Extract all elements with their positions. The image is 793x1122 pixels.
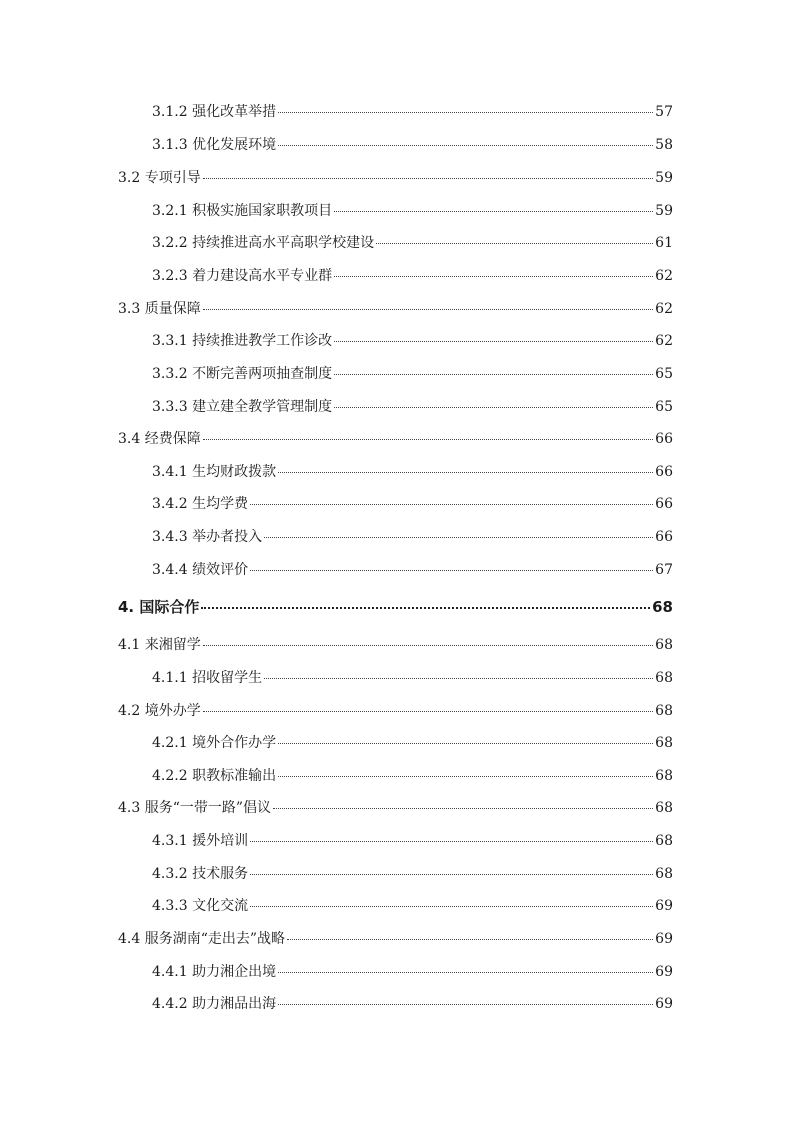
dot-leader bbox=[334, 276, 653, 277]
dot-leader bbox=[201, 607, 650, 609]
dot-leader bbox=[334, 341, 653, 342]
toc-entry-title: 4.3.1 援外培训 bbox=[152, 833, 249, 849]
toc-entry-page: 66 bbox=[655, 464, 673, 480]
toc-entry-title: 4.2.1 境外合作办学 bbox=[152, 735, 277, 751]
toc-entry-title: 3.2 专项引导 bbox=[118, 170, 201, 186]
dot-leader bbox=[334, 407, 653, 408]
toc-entry-page: 68 bbox=[655, 833, 673, 849]
toc-entry-title: 3.2.3 着力建设高水平专业群 bbox=[152, 268, 333, 284]
dot-leader bbox=[278, 972, 653, 973]
toc-entry[interactable] bbox=[152, 233, 673, 253]
toc-entry-page: 59 bbox=[655, 203, 673, 219]
toc-entry-title: 4.2 境外办学 bbox=[118, 703, 201, 719]
toc-entry-title: 3.4.1 生均财政拨款 bbox=[152, 464, 277, 480]
toc-entry-title: 3.3 质量保障 bbox=[118, 301, 201, 317]
toc-entry-title: 4.3.3 文化交流 bbox=[152, 898, 249, 914]
dot-leader bbox=[278, 472, 653, 473]
dot-leader bbox=[278, 1004, 653, 1005]
dot-leader bbox=[250, 874, 653, 875]
toc-entry-page: 69 bbox=[655, 898, 673, 914]
toc-chapter-entry[interactable] bbox=[118, 597, 673, 617]
toc-entry-page: 62 bbox=[655, 333, 673, 349]
toc-entry[interactable] bbox=[118, 168, 673, 188]
toc-entry-page: 69 bbox=[655, 931, 673, 947]
toc-entry-page: 67 bbox=[655, 562, 673, 578]
toc-entry[interactable] bbox=[118, 299, 673, 319]
toc-entry-page: 66 bbox=[655, 529, 673, 545]
toc-entry-title: 3.3.3 建立建全教学管理制度 bbox=[152, 399, 333, 415]
toc-entry[interactable] bbox=[152, 896, 673, 916]
toc-entry[interactable] bbox=[152, 864, 673, 884]
dot-leader bbox=[287, 939, 653, 940]
toc-entry-page: 68 bbox=[655, 866, 673, 882]
toc-entry-page: 62 bbox=[655, 301, 673, 317]
toc-entry-page: 68 bbox=[655, 703, 673, 719]
toc-entry-title: 3.4.4 绩效评价 bbox=[152, 562, 249, 578]
dot-leader bbox=[264, 537, 653, 538]
toc-entry[interactable] bbox=[152, 266, 673, 286]
toc-entry-page: 69 bbox=[655, 996, 673, 1012]
toc-entry-title: 4.2.2 职教标准输出 bbox=[152, 768, 277, 784]
toc-entry[interactable] bbox=[152, 102, 673, 122]
dot-leader bbox=[334, 211, 653, 212]
dot-leader bbox=[203, 711, 653, 712]
toc-entry-title: 4.4 服务湖南“走出去”战略 bbox=[118, 931, 286, 947]
dot-leader bbox=[273, 808, 653, 809]
toc-entry[interactable] bbox=[152, 668, 673, 688]
dot-leader bbox=[334, 374, 653, 375]
toc-entry-title: 3.4 经费保障 bbox=[118, 431, 201, 447]
dot-leader bbox=[278, 145, 653, 146]
toc-entry[interactable] bbox=[152, 135, 673, 155]
toc-entry[interactable] bbox=[152, 994, 673, 1014]
toc-entry-page: 69 bbox=[655, 964, 673, 980]
toc-entry-title: 3.3.2 不断完善两项抽查制度 bbox=[152, 366, 333, 382]
toc-entry-title: 4.1 来湘留学 bbox=[118, 637, 201, 653]
dot-leader bbox=[278, 776, 653, 777]
dot-leader bbox=[250, 906, 653, 907]
toc-entry-page: 61 bbox=[655, 235, 673, 251]
toc-entry-title: 3.3.1 持续推进教学工作诊改 bbox=[152, 333, 333, 349]
toc-entry-page: 68 bbox=[652, 598, 673, 616]
toc-entry[interactable] bbox=[118, 429, 673, 449]
dot-leader bbox=[203, 439, 653, 440]
toc-entry-title: 4.3 服务“一带一路”倡议 bbox=[118, 800, 272, 816]
toc-entry-page: 68 bbox=[655, 800, 673, 816]
dot-leader bbox=[203, 645, 653, 646]
toc-entry[interactable] bbox=[152, 331, 673, 351]
dot-leader bbox=[203, 309, 653, 310]
toc-entry-page: 68 bbox=[655, 735, 673, 751]
toc-entry[interactable] bbox=[152, 766, 673, 786]
toc-entry-page: 65 bbox=[655, 399, 673, 415]
toc-entry[interactable] bbox=[152, 462, 673, 482]
toc-entry[interactable] bbox=[152, 831, 673, 851]
dot-leader bbox=[250, 841, 653, 842]
toc-entry[interactable] bbox=[152, 560, 673, 580]
toc-entry-page: 57 bbox=[655, 104, 673, 120]
toc-entry-title: 4.1.1 招收留学生 bbox=[152, 670, 263, 686]
dot-leader bbox=[203, 178, 653, 179]
dot-leader bbox=[250, 504, 653, 505]
toc-entry[interactable] bbox=[152, 733, 673, 753]
toc-entry-page: 66 bbox=[655, 431, 673, 447]
dot-leader bbox=[250, 570, 653, 571]
toc-entry-title: 3.4.2 生均学费 bbox=[152, 496, 249, 512]
toc-entry-title: 4.4.1 助力湘企出境 bbox=[152, 964, 277, 980]
toc-entry-page: 68 bbox=[655, 637, 673, 653]
toc-entry-page: 62 bbox=[655, 268, 673, 284]
toc-entry[interactable] bbox=[152, 364, 673, 384]
toc-entry[interactable] bbox=[118, 798, 673, 818]
toc-entry[interactable] bbox=[152, 397, 673, 417]
toc-entry-page: 68 bbox=[655, 670, 673, 686]
toc-entry[interactable] bbox=[118, 701, 673, 721]
toc-entry-title: 4.3.2 技术服务 bbox=[152, 866, 249, 882]
dot-leader bbox=[264, 678, 653, 679]
toc-entry-title: 4. 国际合作 bbox=[118, 598, 200, 616]
toc-entry-title: 3.1.3 优化发展环境 bbox=[152, 137, 277, 153]
dot-leader bbox=[278, 743, 653, 744]
toc-entry-page: 68 bbox=[655, 768, 673, 784]
toc-entry[interactable] bbox=[152, 962, 673, 982]
toc-entry[interactable] bbox=[152, 201, 673, 221]
toc-entry-page: 58 bbox=[655, 137, 673, 153]
toc-entry[interactable] bbox=[152, 494, 673, 514]
dot-leader bbox=[376, 243, 653, 244]
dot-leader bbox=[278, 112, 653, 113]
toc-entry-title: 3.1.2 强化改革举措 bbox=[152, 104, 277, 120]
toc-entry-page: 65 bbox=[655, 366, 673, 382]
toc-entry-title: 3.4.3 举办者投入 bbox=[152, 529, 263, 545]
toc-entry-page: 66 bbox=[655, 496, 673, 512]
toc-entry-page: 59 bbox=[655, 170, 673, 186]
toc-entry[interactable] bbox=[152, 527, 673, 547]
toc-entry-title: 3.2.1 积极实施国家职教项目 bbox=[152, 203, 333, 219]
toc-entry-title: 3.2.2 持续推进高水平高职学校建设 bbox=[152, 235, 375, 251]
toc-entry[interactable] bbox=[118, 929, 673, 949]
toc-entry[interactable] bbox=[118, 635, 673, 655]
toc-entry-title: 4.4.2 助力湘品出海 bbox=[152, 996, 277, 1012]
